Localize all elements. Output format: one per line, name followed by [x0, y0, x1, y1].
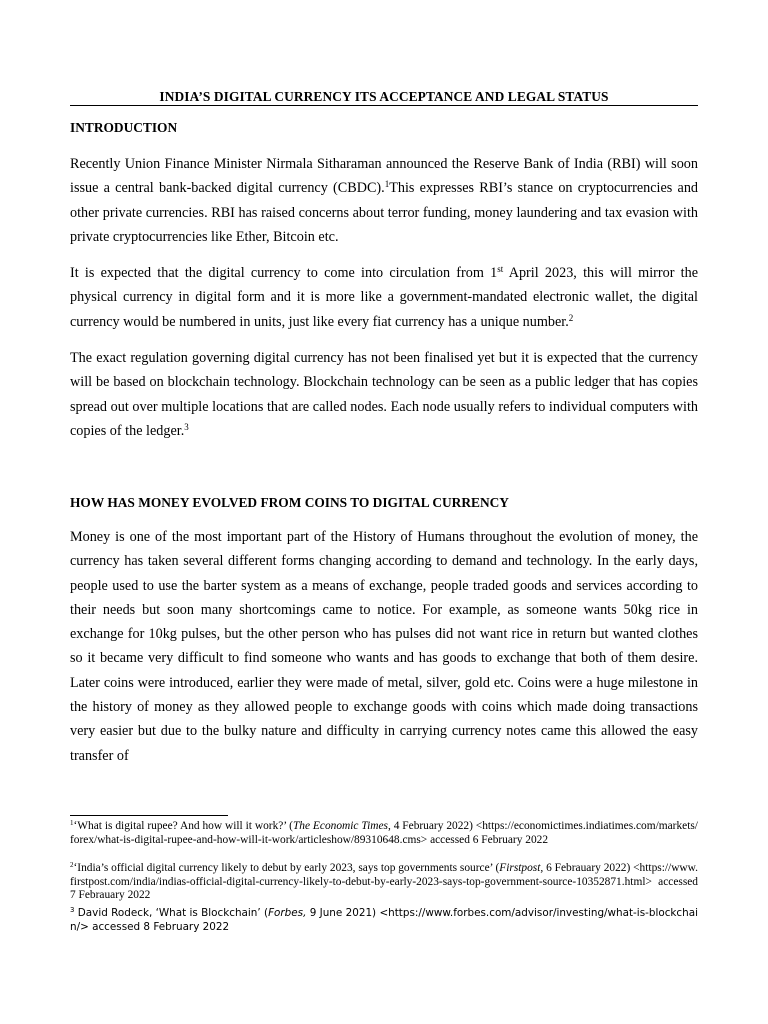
- footnote-1: $^1$‘What is digital rupee? And how will it work?’ (The Economic Times, 4 February 2022) <https://economictimes.indiatimes.com/markets/forex/what-is-digital-rupee-and-how-will-it-work/articleshow/89310648.cms> accessed 6 February 2022: [70, 819, 698, 846]
- title-underline: [70, 105, 698, 106]
- footnote-ref-3[interactable]: 3: [184, 421, 189, 432]
- section-heading-money-evolution: HOW HAS MONEY EVOLVED FROM COINS TO DIGITAL CURRENCY: [70, 495, 509, 510]
- footnote-3: $^3$ David Rodeck, ‘What is Blockchain’ (Forbes, 9 June 2021) <https://www.forbes.com/advisor/investing/what-is-blockchain/> accessed 8 February 2022: [70, 906, 698, 933]
- section-heading-introduction: INTRODUCTION: [70, 120, 178, 135]
- footnote-2: $^2$‘India’s official digital currency likely to debut by early 2023, says top governments source’ (Firstpost, 6 Febrauary 2022) <https://www.firstpost.com/india/indias-official-digital-currency-likely-to-debut-by-early-2023-says-top-government-source-10352871.html> accessed 7 Febrauary 2022: [70, 861, 698, 902]
- paragraph-intro-3: The exact regulation governing digital currency has not been finalised yet but it is expected that the currency will be based on blockchain technology. Blockchain technology can be seen as a public ledger that has copies spread out over multiple locations that are called nodes. Each node usually refers to individual computers with copies of the ledger.$^3$: [70, 350, 698, 439]
- paragraph-intro-1: Recently Union Finance Minister Nirmala Sitharaman announced the Reserve Bank of India (RBI) will soon issue a central bank-backed digital currency (CBDC).$^1$This expresses RBI’s stance on cryptocurrencies and other private currencies. RBI has raised concerns about terror funding, money laundering and tax evasion with private cryptocurrencies like Ether, Bitcoin etc.: [70, 156, 699, 245]
- footnote-ref-2[interactable]: 2: [568, 312, 574, 323]
- paragraph-money-evolution-1: Money is one of the most important part of the History of Humans throughout the evolution of money, the currency has taken several different forms changing according to demand and technology. In the early days, people used to use the barter system as a means of exchange, people traded goods and services according to their needs but soon many shortcomings came to notice. For example, as someone wants 50kg rice in exchange for 10kg pulses, but the other person who has pulses did not want rice in return but wanted clothes so it became very difficult to find someone who wants and has goods to exchange that both of them desire. Later coins were introduced, earlier they were made of metal, silver, gold etc. Coins were a huge milestone in the history of money as they allowed people to exchange goods with coins which made doing transactions very easier but due to the bulky nature and difficulty in carrying currency notes came this allowed the easy transfer of: [70, 529, 698, 764]
- footnote-ref-1[interactable]: 1: [384, 179, 390, 190]
- footnote-separator: [70, 815, 228, 816]
- paragraph-intro-2: It is expected that the digital currency to come into circulation from 1st April 2023, this will mirror the physical currency in digital form and it is more like a government-mandated electronic wallet, the digital currency would be numbered in units, just like every fiat currency has a unique number.$^2$: [70, 264, 699, 330]
- ordinal-suffix: st: [497, 264, 504, 274]
- document-title: INDIA’S DIGITAL CURRENCY ITS ACCEPTANCE AND LEGAL STATUS: [159, 89, 609, 104]
